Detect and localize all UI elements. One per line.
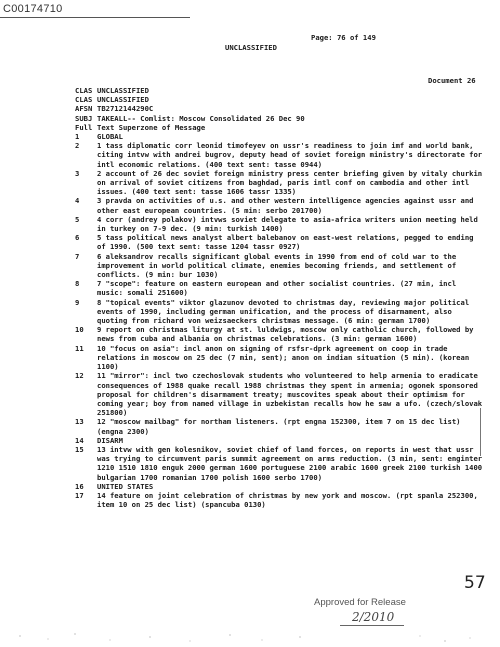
list-item	[75, 371, 485, 417]
item-text: 9 report on christmas liturgy at st. luldwigs, moscow only catholic church, followed by news from cuba and albania on christmas celebrations. (3 min: german 1600)	[97, 325, 474, 344]
header-field	[75, 123, 485, 132]
handwritten-page-number: 57	[464, 573, 486, 593]
item-number: 14	[75, 435, 84, 445]
item-text: 6 aleksandrov recalls significant global events in 1990 from end of cold war to the improvement in world political climate, enemies becoming friends, and settlement of conflicts. (9 min: bur 1030)	[97, 251, 457, 280]
list-item	[75, 196, 485, 214]
release-stamp: Approved for Release	[314, 597, 406, 608]
item-text: 4 corr (andrey polakov) intvws soviet delegate to asia-africa writers union meeting held in turkey on 7-9 dec. (9 min: turkish 1400)	[97, 214, 478, 234]
list-item	[75, 141, 485, 169]
header-field-value: Text Superzone of Message	[97, 122, 206, 132]
list-item	[75, 482, 485, 491]
page-number-label: Page: 76 of 149	[311, 33, 376, 42]
list-item	[75, 215, 485, 233]
margin-bracket-mark	[480, 408, 484, 456]
header-field-value: TB2712144290C	[97, 104, 154, 114]
item-number: 11	[75, 343, 84, 353]
item-number: 4	[75, 196, 80, 206]
item-text: 7 "scope": feature on eastern european and other socialist countries. (27 min, incl music: somali 251600)	[97, 279, 457, 298]
message-body	[75, 86, 485, 509]
header-field-value: TAKEALL-- Comlist: Moscow Consolidated 26 Dec 90	[97, 113, 305, 123]
list-item	[75, 417, 485, 435]
item-text: 8 "topical events" viktor glazunov devoted to christmas day, reviewing major political events of 1990, including german unification, and the process of disarmament, also quoting from richard von weizsaeckers christmas message. (6 min: german 1700)	[97, 297, 470, 326]
item-number: 8	[75, 279, 80, 289]
item-number: 12	[75, 371, 84, 381]
list-item	[75, 298, 485, 326]
item-text: 1 tass diplomatic corr leonid timofeyev on ussr's readiness to join imf and world bank, citing intvw with andrei bugrov, deputy head of soviet foreign ministry's directorate for intl economic relations. (400 text sent: tasse 0944)	[97, 141, 483, 169]
release-date: 2/2010	[352, 610, 395, 624]
list-item	[75, 169, 485, 197]
item-text: 13 intvw with gen kolesnikov, soviet chief of land forces, on reports in west that ussr was trying to circumvent paris summit agreement on arms reduction. (3 min, sent: enginter 1210 1510 1810 enguk 2000 german 1600 portuguese 2100 arabic 1600 greek 2100 turkish 1400 bulgarian 1700 romanian 1700 polish 1600 serbo 1700)	[97, 444, 483, 482]
item-number: 6	[75, 233, 80, 243]
item-number: 3	[75, 168, 80, 178]
item-text: 11 "mirror": incl two czechoslovak students who volunteered to help armenia to eradicate consequences of 1988 quake recall 1988 christmas they spent in armenia; ogonek sponsored proposal for children's disarmament treaty; muscovites speak about their optimism for coming year; boy from named village in uzbekistan recalls how he saw a ufo. (czech/slovak 251800)	[97, 371, 483, 418]
item-number: 2	[75, 141, 80, 151]
header-rule	[0, 17, 190, 18]
header-field	[75, 95, 485, 104]
item-number: 5	[75, 214, 80, 224]
list-item	[75, 491, 485, 509]
classification-marking: UNCLASSIFIED	[225, 43, 277, 52]
item-text: UNITED STATES	[97, 481, 154, 491]
item-text: 5 tass political news analyst albert balebanov on east-west relations, pegged to ending of 1990. (500 text sent: tasse 1204 tassr 0927)	[97, 233, 474, 252]
item-number: 16	[75, 481, 84, 491]
list-item	[75, 445, 485, 482]
list-item	[75, 325, 485, 343]
header-field-key: CLAS	[75, 86, 93, 95]
item-text: 10 "focus on asia": incl anon on signing of rsfsr-dprk agreement on coop in trade relations in moscow on 25 dec (7 min, sent); anon on indian situation (5 min). (korean 1100)	[97, 343, 470, 372]
list-item	[75, 233, 485, 251]
header-field-value: UNCLASSIFIED	[97, 95, 149, 105]
item-number: 1	[75, 132, 80, 142]
item-text: 2 account of 26 dec soviet foreign ministry press center briefing given by vitaly churkin on arrival of soviet citizens from baghdad, paris intl conf on cambodia and other intl issues. (400 text sent: tasse 1606 tassr 1335)	[97, 168, 483, 197]
item-text: 3 pravda on activities of u.s. and other western intelligence agencies against ussr and other east european countries. (5 min: serbo 201700)	[97, 196, 474, 215]
document-number: Document 26	[428, 76, 476, 85]
header-field	[75, 86, 485, 95]
header-field-key: CLAS	[75, 95, 93, 105]
item-text: 12 "moscow mailbag" for northam listeners. (rpt engna 152300, item 7 on 15 dec list) (engna 2300)	[97, 417, 461, 436]
header-field	[75, 104, 485, 113]
item-number: 17	[75, 490, 84, 500]
header-field-value: UNCLASSIFIED	[97, 86, 149, 95]
release-underline	[340, 625, 404, 626]
item-text: DISARM	[97, 435, 123, 445]
list-item	[75, 279, 485, 297]
item-number: 15	[75, 444, 84, 454]
scan-noise	[0, 628, 500, 647]
item-text: GLOBAL	[97, 132, 123, 142]
list-item	[75, 252, 485, 280]
document-id: C00174710	[3, 3, 63, 15]
header-field	[75, 114, 485, 123]
item-number: 7	[75, 251, 80, 261]
item-number: 10	[75, 325, 84, 335]
item-text: 14 feature on joint celebration of christmas by new york and moscow. (rpt spanla 252300, item 10 on 25 dec list) (spancuba 0130)	[97, 490, 478, 510]
header-field-key: SUBJ	[75, 113, 93, 123]
list-item	[75, 436, 485, 445]
item-number: 13	[75, 417, 84, 427]
header-field-key: Full	[75, 122, 93, 132]
item-number: 9	[75, 297, 80, 307]
header-field-key: AFSN	[75, 104, 93, 114]
list-item	[75, 344, 485, 372]
list-item	[75, 132, 485, 141]
